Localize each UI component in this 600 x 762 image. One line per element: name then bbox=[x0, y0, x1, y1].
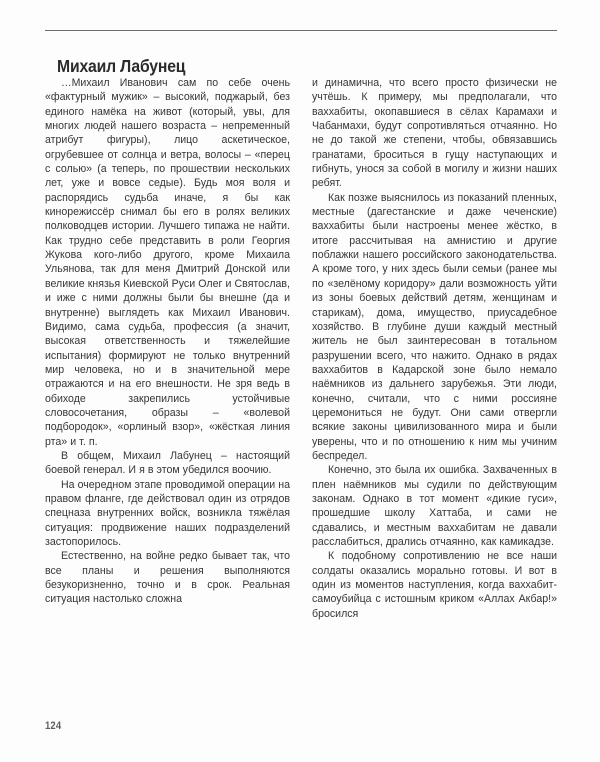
paragraph: На очередном этапе проводимой операции на правом фланге, где действовал один из отрядов спецназа внутренних войск, возникла тяжёлая ситуация: продвижение наших подразделений застопорилось. bbox=[45, 478, 290, 548]
two-column-body bbox=[45, 76, 557, 706]
paragraph: В общем, Михаил Лабунец – настоящий боевой генерал. И я в этом убедился воочию. bbox=[45, 449, 290, 477]
paragraph: и динамична, что всего просто физически не учтёшь. К примеру, мы предполагали, что ваххабиты, окопавшиеся в сёлах Карамахи и Чабанмахи, будут сопротивляться отчаянно. Но не до такой же степени, чтобы, обвязавшись гранатами, броситься в гущу наступающих и гибнуть, унося за собой в могилу и жизни наших ребят. bbox=[312, 77, 557, 190]
paragraph: …Михаил Иванович сам по себе очень «фактурный мужик» – высокий, поджарый, без единого намёка на живот (который, увы, для многих людей нашего возраста – непременный атрибут фигуры), лицо аскетическое, огрубевшее от солнца и ветра, волосы – «перец с солью» (а теперь, по прошествии нескольких лет, уже и вовсе седые). Будь моя воля и распорядись судьба иначе, я бы как кинорежиссёр снимал бы его в ролях великих полководцев истории. Лучшего типажа не найти. Как трудно себе представить в роли Георгия Жукова кого-либо другого, кроме Михаила Ульянова, так для меня Дмитрий Донской или великие князья Киевской Руси Олег и Святослав, и иже с ними должны были бы внешне (да и внутренне) выглядеть как Михаил Иванович. Видимо, сама судьба, профессия (а значит, высокая ответственность и тяжелейшие испытания) формируют не только внутренний мир человека, но и в значительной мере отражаются и на его внешности. Не зря ведь в обиходе закрепились устойчивые словосочетания, образы – «волевой подбородок», «орлиный взор», «жёсткая линия рта» и т. п. bbox=[45, 77, 290, 448]
paragraph: Как позже выяснилось из показаний пленных, местные (дагестанские и даже чеченские) ваххабиты были настроены менее жёстко, в итоге рассчитывая на амнистию и другие поблажки нашего российского законодательства. А кроме того, у них здесь были семьи (ранее мы по «зелёному коридору» дали возможность уйти из зоны боевых действий детям, женщинам и старикам), дома, имущество, приусадебное хозяйство. В глубине души каждый местный житель не был заинтересован в тотальном разрушении всего, что нажито. Однако в рядах ваххабитов в Кадарской зоне было немало наёмников из дальнего зарубежья. Эти люди, конечно, считали, что с ними россияне церемониться не будут. Они сами отвергли всякие законы цивилизованного мира и были уверены, что и по отношению к ним мы учиним беспредел. bbox=[312, 191, 557, 462]
header-rule bbox=[45, 30, 557, 31]
paragraph: Естественно, на войне редко бывает так, что все планы и решения выполняются безукоризненно, точно и в срок. Реальная ситуация настолько сложна bbox=[45, 550, 290, 606]
right-column bbox=[312, 76, 557, 706]
page-title: Михаил Лабунец bbox=[57, 55, 186, 76]
paragraph: К подобному сопротивлению не все наши солдаты оказались морально готовы. И вот в один из моментов наступления, когда ваххабит-самоубийца с истошным криком «Аллах Акбар!» бросился bbox=[312, 550, 557, 620]
paragraph: Конечно, это была их ошибка. Захваченных в плен наёмников мы судили по действующим законам. Однако в тот момент «дикие гуси», прошедшие школу Хаттаба, и сами не сдавались, и местным ваххабитам не давали расслабиться, дрались отчаянно, как камикадзе. bbox=[312, 464, 557, 548]
left-column bbox=[45, 76, 290, 706]
page-number: 124 bbox=[45, 720, 62, 732]
